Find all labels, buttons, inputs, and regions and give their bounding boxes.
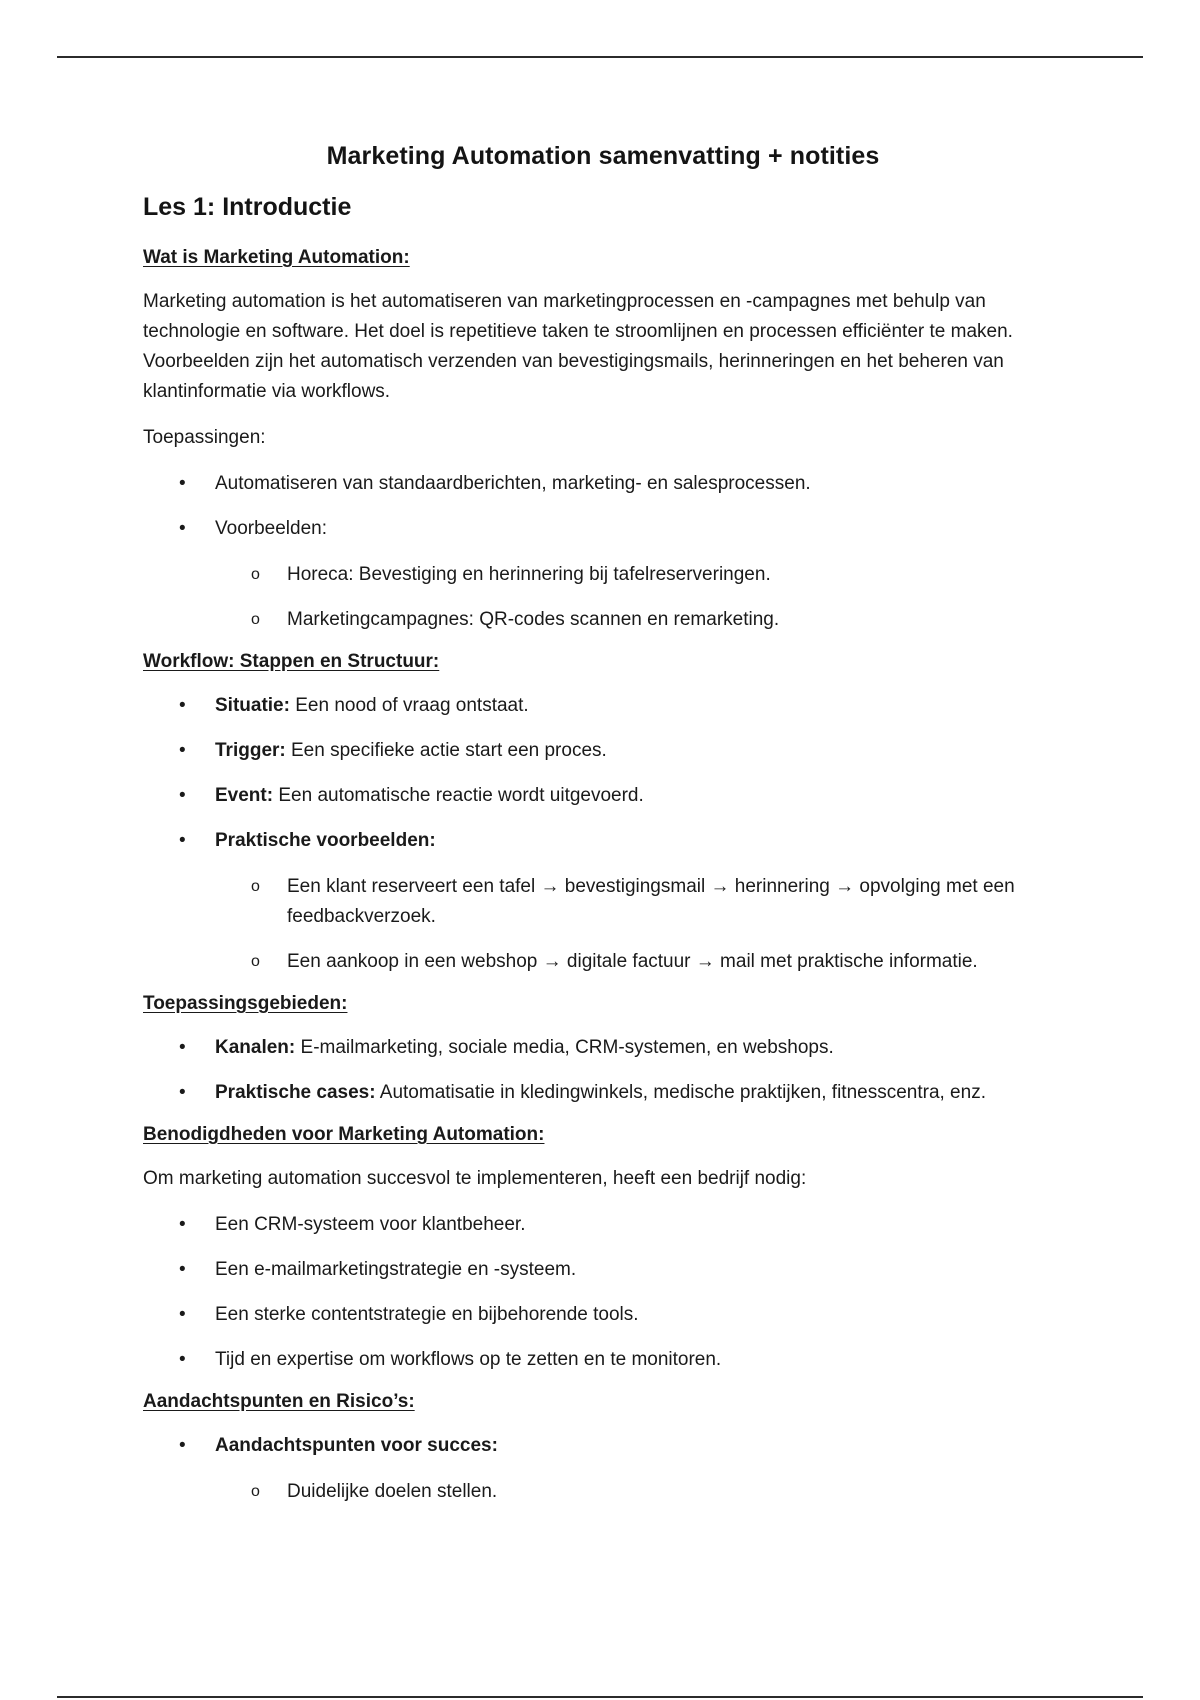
term: Kanalen: bbox=[215, 1037, 296, 1058]
description: Een nood of vraag ontstaat. bbox=[289, 695, 529, 716]
list-item-text: Een e-mailmarketingstrategie en -systeem. bbox=[215, 1259, 577, 1280]
section-heading-toepassingsgebieden: Toepassingsgebieden: bbox=[143, 993, 348, 1014]
voorbeelden-sublist bbox=[215, 560, 1063, 635]
section-heading-aandachtspunten: Aandachtspunten en Risico’s: bbox=[143, 1391, 415, 1412]
description: Een automatische reactie wordt uitgevoerd. bbox=[273, 785, 644, 806]
list-item-text: Een CRM-systeem voor klantbeheer. bbox=[215, 1214, 526, 1235]
aandachtspunten-list bbox=[143, 1431, 1063, 1507]
list-item bbox=[143, 1255, 1063, 1285]
footer-rule bbox=[57, 1696, 1143, 1698]
benodigdheden-list bbox=[143, 1210, 1063, 1375]
list-item bbox=[143, 826, 1063, 977]
list-item bbox=[143, 1078, 1063, 1108]
term: Aandachtspunten voor succes: bbox=[215, 1435, 498, 1456]
document-page bbox=[143, 142, 1063, 1522]
section-heading-wat-is: Wat is Marketing Automation: bbox=[143, 247, 410, 268]
sub-list-item-text: Een aankoop in een webshop → digitale factuur → mail met praktische informatie. bbox=[287, 951, 978, 972]
header-rule bbox=[57, 56, 1143, 58]
definition-paragraph: Marketing automation is het automatiseren van marketingprocessen en -campagnes met behulp van technologie en software. Het doel is repetitieve taken te stroomlijnen en processen efficiënter te maken. Voorbeelden zijn het automatisch verzenden van bevestigingsmails, herinneringen en het beheren van klantinformatie via workflows. bbox=[143, 291, 1013, 402]
benodigdheden-intro: Om marketing automation succesvol te implementeren, heeft een bedrijf nodig: bbox=[143, 1168, 807, 1189]
list-item-text: Tijd en expertise om workflows op te zetten en te monitoren. bbox=[215, 1349, 722, 1370]
term: Event: bbox=[215, 785, 274, 806]
sub-list-item bbox=[215, 872, 1063, 932]
sub-list-item-text: Duidelijke doelen stellen. bbox=[287, 1481, 498, 1502]
lesson-heading: Les 1: Introductie bbox=[143, 193, 352, 221]
description: Een specifieke actie start een proces. bbox=[285, 740, 607, 761]
sub-list-item-text: Horeca: Bevestiging en herinnering bij tafelreserveringen. bbox=[287, 564, 771, 585]
list-item bbox=[143, 691, 1063, 721]
list-item bbox=[143, 1345, 1063, 1375]
toepassingen-label: Toepassingen: bbox=[143, 427, 266, 448]
list-item bbox=[143, 1431, 1063, 1507]
list-item bbox=[143, 1210, 1063, 1240]
sub-list-item bbox=[215, 605, 1063, 635]
list-item bbox=[143, 781, 1063, 811]
sub-list-item bbox=[215, 1477, 1063, 1507]
list-item bbox=[143, 1300, 1063, 1330]
term: Trigger: bbox=[215, 740, 286, 761]
workflow-list bbox=[143, 691, 1063, 977]
term: Praktische voorbeelden: bbox=[215, 830, 436, 851]
sub-list-item-text: Een klant reserveert een tafel → bevestigingsmail → herinnering → opvolging met een feedbackverzoek. bbox=[287, 876, 1015, 927]
list-item-text: Voorbeelden: bbox=[215, 518, 327, 539]
section-heading-benodigdheden: Benodigdheden voor Marketing Automation: bbox=[143, 1124, 545, 1145]
list-item bbox=[143, 469, 1063, 499]
aandachtspunten-sublist bbox=[215, 1477, 1063, 1507]
toepassingsgebieden-list bbox=[143, 1033, 1063, 1108]
term: Situatie: bbox=[215, 695, 290, 716]
list-item bbox=[143, 736, 1063, 766]
description: Automatisatie in kledingwinkels, medische praktijken, fitnesscentra, enz. bbox=[375, 1082, 986, 1103]
list-item bbox=[143, 1033, 1063, 1063]
sub-list-item bbox=[215, 947, 1063, 977]
list-item-text: Automatiseren van standaardberichten, marketing- en salesprocessen. bbox=[215, 473, 811, 494]
list-item-text: Een sterke contentstrategie en bijbehorende tools. bbox=[215, 1304, 639, 1325]
sub-list-item-text: Marketingcampagnes: QR-codes scannen en remarketing. bbox=[287, 609, 780, 630]
list-item bbox=[143, 514, 1063, 635]
workflow-examples-sublist bbox=[215, 872, 1063, 977]
document-title: Marketing Automation samenvatting + notities bbox=[326, 142, 880, 170]
section-heading-workflow: Workflow: Stappen en Structuur: bbox=[143, 651, 440, 672]
description: E-mailmarketing, sociale media, CRM-systemen, en webshops. bbox=[295, 1037, 834, 1058]
term: Praktische cases: bbox=[215, 1082, 376, 1103]
toepassingen-list bbox=[143, 469, 1063, 635]
sub-list-item bbox=[215, 560, 1063, 590]
